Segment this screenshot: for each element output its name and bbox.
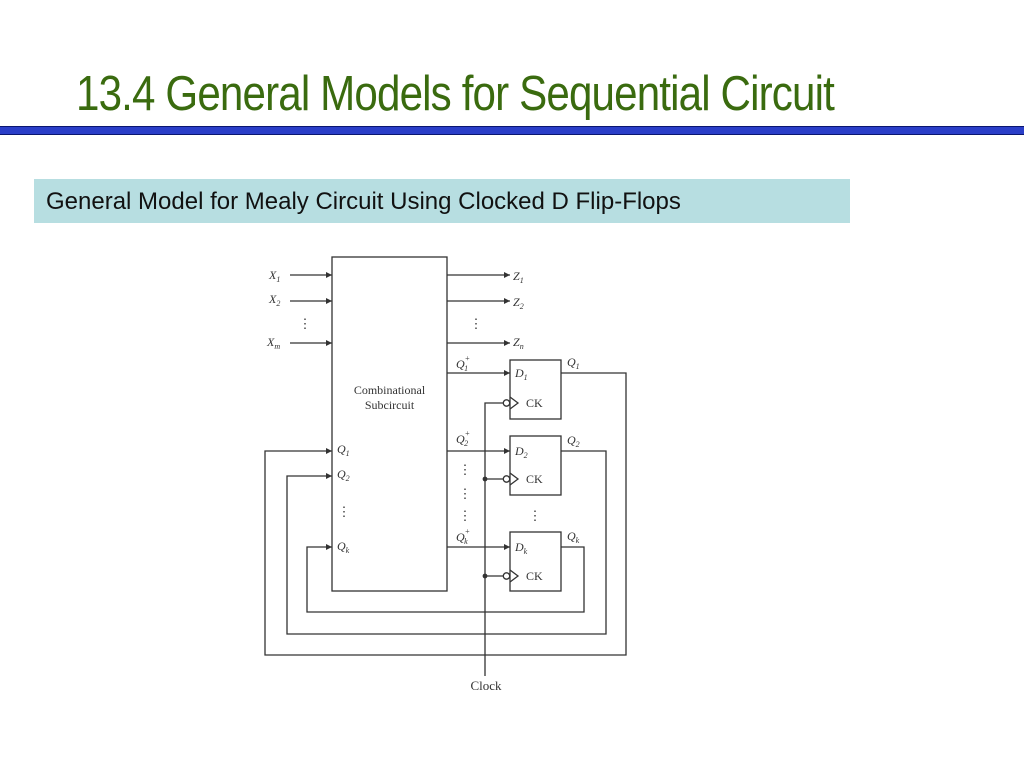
input-label-x1: $X_1$ [269,268,281,284]
next-state-label-k: Q+ k [456,527,471,546]
clock-bubble-k [503,573,509,579]
ff2-ck-label: CK [526,472,543,486]
ffk-d-label: $D_k$ [515,540,528,556]
clock-triangle-1 [510,397,518,409]
feedback-wire-q1 [265,373,626,655]
ffk-q-label: $Q_k$ [567,529,580,545]
output-label-z2: $Z_2$ [513,295,524,311]
ffk-ck-label: CK [526,569,543,583]
ellipsis-inputs: ⋮ [298,316,312,331]
block-label-line1: Combinational [353,383,426,397]
next-state-label-2: Q+ 2 [456,429,471,448]
ff1-q-label: $Q_1$ [567,355,580,371]
ellipsis-outputs: ⋮ [469,316,483,331]
slide-title: 13.4 General Models for Sequential Circuit [76,67,834,121]
clock-wire [485,403,510,676]
ff1-ck-label: CK [526,396,543,410]
output-label-z1: $Z_1$ [513,269,524,285]
ff2-d-label: $D_2$ [515,444,528,460]
input-label-xm: $X_m$ [267,335,281,351]
ellipsis-state-inputs: ⋮ [337,504,351,519]
subtitle-text: General Model for Mealy Circuit Using Clocked D Flip-Flops [46,188,681,215]
clock-bubble-2 [503,476,509,482]
output-label-zn: $Z_n$ [513,335,524,351]
ff2-q-label: $Q_2$ [567,433,580,449]
state-label-qk: $Q_k$ [337,539,350,555]
clock-label: Clock [470,678,502,693]
ff1-d-label: $D_1$ [515,366,528,382]
combinational-block [332,257,447,591]
next-state-label-1: Q+ 1 [456,354,471,373]
state-label-q2: $Q_2$ [337,467,350,483]
ellipsis-next-state-a: ⋮ [458,462,472,477]
clock-bubble-1 [503,400,509,406]
input-label-x2: $X_2$ [269,292,281,308]
ellipsis-next-state-b: ⋮ [458,486,472,501]
ellipsis-next-state-c: ⋮ [458,508,472,523]
state-label-q1: $Q_1$ [337,442,350,458]
clock-triangle-k [510,570,518,582]
block-label-line2: Subcircuit [364,398,415,412]
ellipsis-flip-flops: ⋮ [528,508,542,523]
clock-triangle-2 [510,473,518,485]
clock-junction-2 [483,477,488,482]
clock-junction-k [483,574,488,579]
